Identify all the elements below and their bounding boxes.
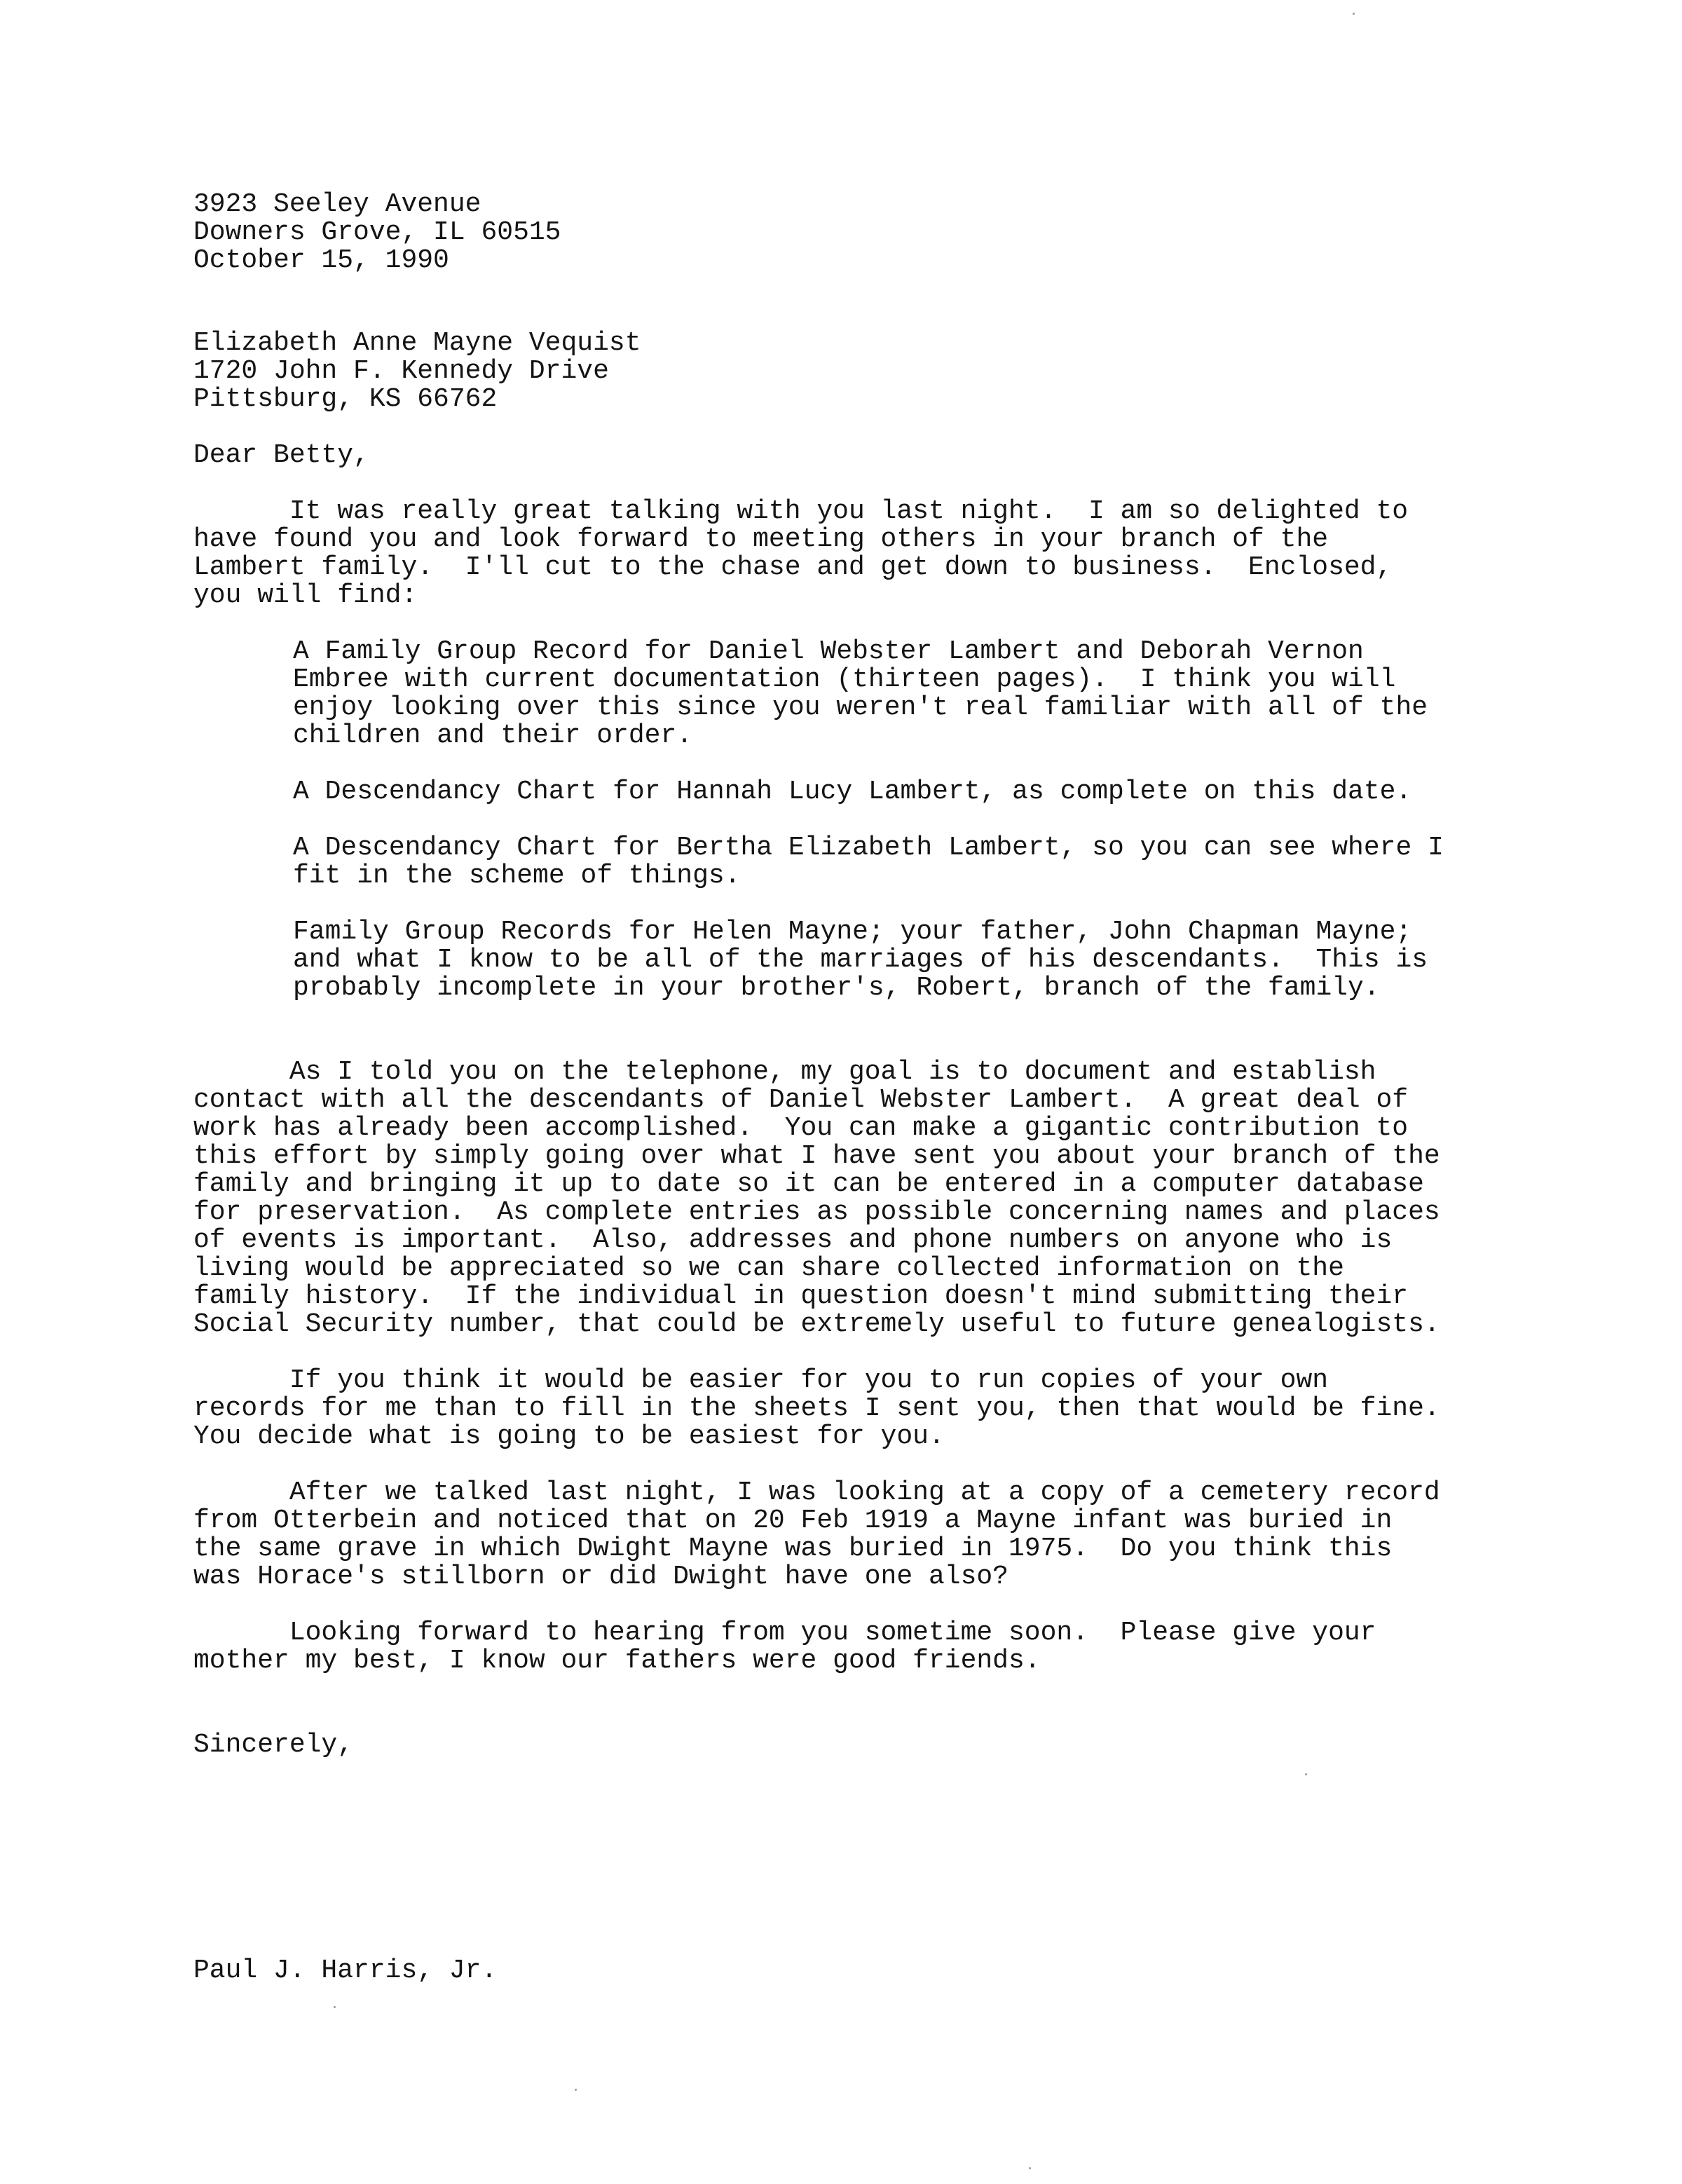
text-line: It was really great talking with you last night. I am so delighted to: [193, 496, 1409, 526]
enclosure-item: [293, 778, 1625, 806]
closing: [193, 1731, 1525, 1759]
text-line: family history. If the individual in question doesn't mind submitting their: [193, 1281, 1409, 1311]
recipient-street: 1720 John F. Kennedy Drive: [193, 356, 609, 386]
text-line: probably incomplete in your brother's, Robert, branch of the family.: [293, 973, 1380, 1003]
text-line: contact with all the descendants of Daniel Webster Lambert. A great deal of: [193, 1085, 1409, 1115]
text-line: living would be appreciated so we can share collected information on the: [193, 1253, 1344, 1283]
text-line: Lambert family. I'll cut to the chase and get down to business. Enclosed,: [193, 552, 1393, 582]
text-line: and what I know to be all of the marriages of his descendants. This is: [293, 945, 1428, 975]
text-line: from Otterbein and noticed that on 20 Feb 1919 a Mayne infant was buried in: [193, 1506, 1393, 1536]
signature-block: [193, 1957, 1525, 1985]
text-line: the same grave in which Dwight Mayne was buried in 1975. Do you think this: [193, 1534, 1393, 1564]
text-line: Family Group Records for Helen Mayne; your father, John Chapman Mayne;: [293, 917, 1412, 947]
text-line: A Family Group Record for Daniel Webster Lambert and Deborah Vernon: [293, 636, 1364, 667]
text-line: mother my best, I know our fathers were good friends.: [193, 1646, 1041, 1676]
text-line: for preservation. As complete entries as possible concerning names and places: [193, 1197, 1440, 1227]
enclosure-item: [293, 638, 1625, 750]
signature-name: Paul J. Harris, Jr.: [193, 1956, 498, 1986]
text-line: family and bringing it up to date so it can be entered in a computer database: [193, 1169, 1424, 1199]
text-line: enjoy looking over this since you weren't real familiar with all of the: [293, 692, 1428, 723]
scan-speck: [1029, 2167, 1031, 2169]
sender-address: [193, 191, 1525, 275]
scan-speck: [334, 2006, 336, 2008]
text-line: you will find:: [193, 580, 418, 610]
text-line: You decide what is going to be easiest for you.: [193, 1421, 945, 1452]
salutation: [193, 442, 1525, 470]
text-line: this effort by simply going over what I have sent you about your branch of the: [193, 1141, 1440, 1171]
scan-speck: [575, 2089, 577, 2091]
text-line: After we talked last night, I was looking at a copy of a cemetery record: [193, 1477, 1440, 1508]
letter-date: October 15, 1990: [193, 245, 449, 275]
text-line: work has already been accomplished. You can make a gigantic contribution to: [193, 1113, 1409, 1143]
text-line: Social Security number, that could be extremely useful to future genealogists.: [193, 1309, 1440, 1339]
paragraph-cemetery: [193, 1479, 1525, 1591]
sender-street: 3923 Seeley Avenue: [193, 189, 481, 219]
recipient-name: Elizabeth Anne Mayne Vequist: [193, 328, 641, 358]
enclosure-item: [293, 918, 1625, 1002]
text-line: fit in the scheme of things.: [293, 861, 741, 891]
recipient-address: [193, 329, 1525, 414]
salutation-text: Dear Betty,: [193, 440, 369, 470]
text-line: A Descendancy Chart for Hannah Lucy Lambert, as complete on this date.: [293, 777, 1412, 807]
sender-city: Downers Grove, IL 60515: [193, 217, 561, 247]
text-line: If you think it would be easier for you to run copies of your own: [193, 1365, 1329, 1395]
enclosure-item: [293, 834, 1625, 890]
scan-speck: [1353, 13, 1355, 15]
text-line: records for me than to fill in the sheets I sent you, then that would be fine.: [193, 1393, 1440, 1424]
text-line: children and their order.: [293, 721, 693, 751]
text-line: of events is important. Also, addresses and phone numbers on anyone who is: [193, 1225, 1393, 1255]
text-line: Looking forward to hearing from you sometime soon. Please give your: [193, 1618, 1376, 1648]
paragraph-goal: [193, 1058, 1525, 1339]
text-line: As I told you on the telephone, my goal is to document and establish: [193, 1057, 1376, 1087]
scan-speck: [1305, 1773, 1307, 1775]
paragraph-closing-remarks: [193, 1619, 1525, 1675]
text-line: was Horace's stillborn or did Dwight have one also?: [193, 1562, 1008, 1592]
text-line: have found you and look forward to meeting others in your branch of the: [193, 524, 1329, 554]
recipient-city: Pittsburg, KS 66762: [193, 384, 498, 414]
text-line: A Descendancy Chart for Bertha Elizabeth Lambert, so you can see where I: [293, 833, 1444, 863]
paragraph-intro: [193, 498, 1525, 610]
closing-text: Sincerely,: [193, 1730, 354, 1760]
paragraph-copies: [193, 1367, 1525, 1451]
text-line: Embree with current documentation (thirteen pages). I think you will: [293, 664, 1396, 695]
